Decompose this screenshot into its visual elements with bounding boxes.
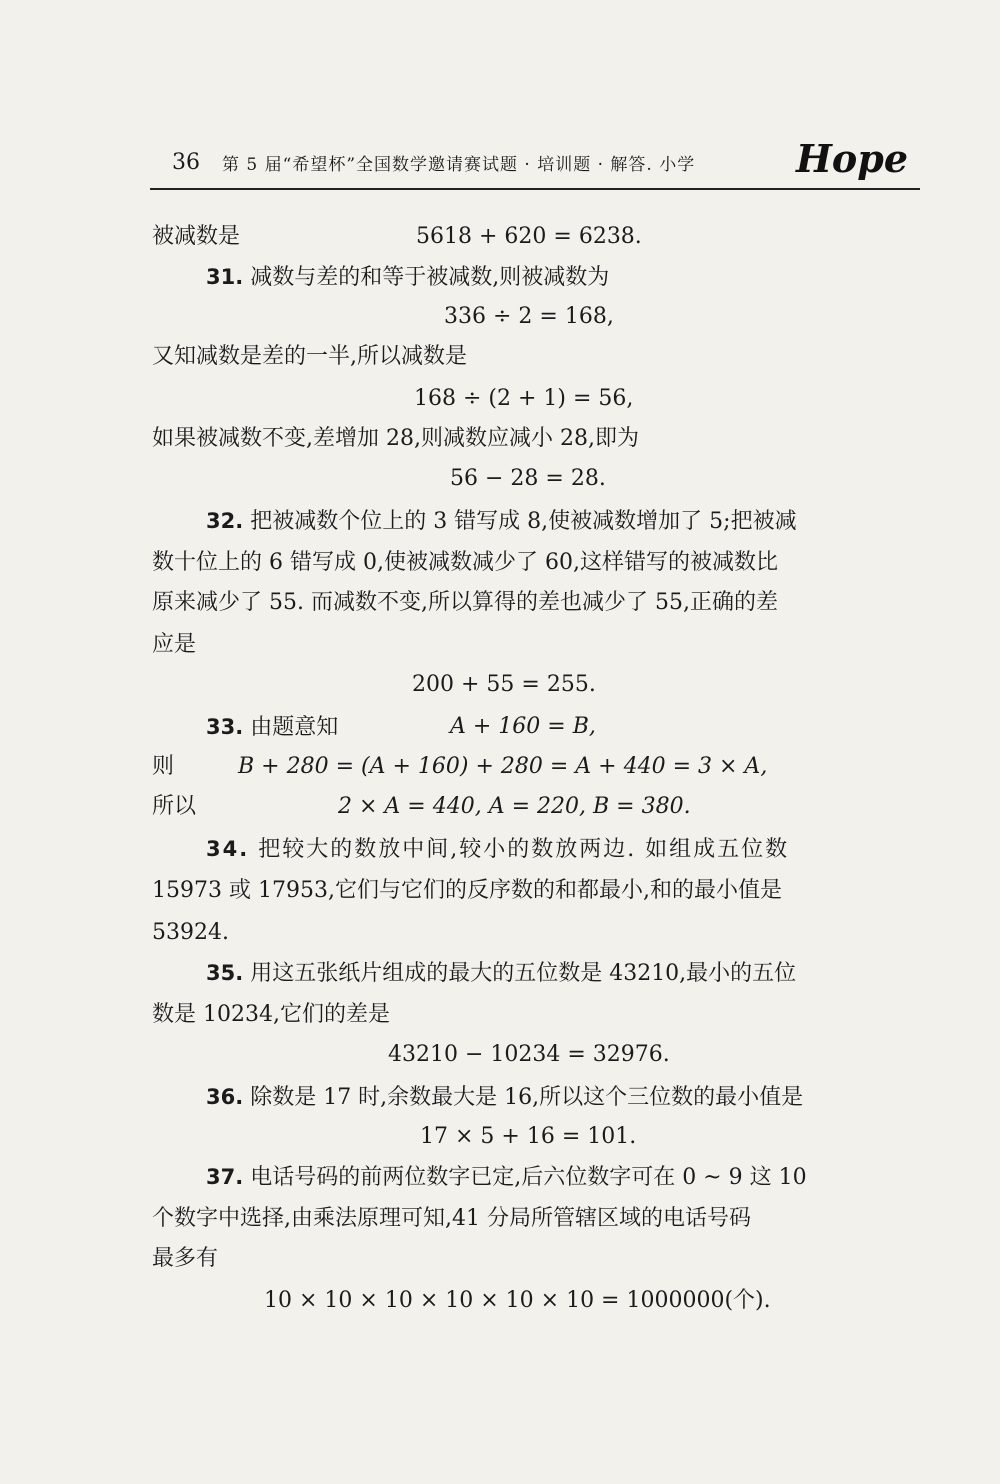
running-title: 第 5 届“希望杯”全国数学邀请赛试题 · 培训题 · 解答. 小学 <box>222 155 696 175</box>
question-37 <box>206 1162 807 1192</box>
text-line: 如果被减数不变,差增加 28,则减数应减小 28,即为 <box>152 426 639 451</box>
text-line: 53924. <box>152 920 229 945</box>
question-number: 35. <box>206 961 244 985</box>
question-text: 减数与差的和等于被减数,则被减数为 <box>250 265 610 290</box>
question-32 <box>206 506 797 536</box>
math-line: 17 × 5 + 16 = 101. <box>420 1124 637 1149</box>
question-35 <box>206 958 796 988</box>
question-number: 37. <box>206 1165 244 1189</box>
math-line: 5618 + 620 = 6238. <box>416 224 642 249</box>
header-rule <box>150 188 920 190</box>
text-line: 所以 <box>152 794 197 819</box>
question-31 <box>206 262 609 292</box>
question-text: 把被减数个位上的 3 错写成 8,使被减数增加了 5;把被减 <box>250 509 797 534</box>
math-line: 56 − 28 = 28. <box>450 466 606 491</box>
text-line: 则 <box>152 754 175 779</box>
question-33 <box>206 712 338 742</box>
math-line: B + 280 = (A + 160) + 280 = A + 440 = 3 × A, <box>238 754 768 779</box>
question-text: 由题意知 <box>250 715 339 740</box>
question-text: 除数是 17 时,余数最大是 16,所以这个三位数的最小值是 <box>250 1085 804 1110</box>
hope-logo <box>792 134 920 182</box>
text-line: 15973 或 17953,它们与它们的反序数的和都最小,和的最小值是 <box>152 878 782 903</box>
text-line: 数是 10234,它们的差是 <box>152 1002 390 1027</box>
math-line: 2 × A = 440, A = 220, B = 380. <box>338 794 691 819</box>
logo-text: Hope <box>796 136 908 181</box>
text-line: 又知减数是差的一半,所以减数是 <box>152 344 467 369</box>
text-line: 数十位上的 6 错写成 0,使被减数减少了 60,这样错写的被减数比 <box>152 550 778 575</box>
math-line: 200 + 55 = 255. <box>412 672 596 697</box>
math-line: 336 ÷ 2 = 168, <box>444 304 614 329</box>
text-line: 最多有 <box>152 1246 219 1271</box>
math-line: 168 ÷ (2 + 1) = 56, <box>414 386 634 411</box>
question-number: 33. <box>206 715 244 739</box>
question-34 <box>206 834 789 864</box>
page-number: 36 <box>172 150 200 175</box>
math-line: 10 × 10 × 10 × 10 × 10 × 10 = 1000000(个). <box>264 1288 771 1313</box>
math-line: A + 160 = B, <box>450 714 596 739</box>
text-line: 原来减少了 55. 而减数不变,所以算得的差也减少了 55,正确的差 <box>152 590 778 615</box>
question-text: 把较大的数放中间,较小的数放两边. 如组成五位数 <box>258 837 790 862</box>
question-text: 电话号码的前两位数字已定,后六位数字可在 0 ~ 9 这 10 <box>250 1165 807 1190</box>
question-number: 34. <box>206 837 250 861</box>
question-number: 36. <box>206 1085 244 1109</box>
question-number: 32. <box>206 509 244 533</box>
page-header <box>150 130 920 190</box>
question-36 <box>206 1082 803 1112</box>
text-line: 个数字中选择,由乘法原理可知,41 分局所管辖区域的电话号码 <box>152 1206 751 1231</box>
question-number: 31. <box>206 265 244 289</box>
text-line: 被减数是 <box>152 224 241 249</box>
math-line: 43210 − 10234 = 32976. <box>388 1042 670 1067</box>
question-text: 用这五张纸片组成的最大的五位数是 43210,最小的五位 <box>250 961 797 986</box>
text-line: 应是 <box>152 632 197 657</box>
